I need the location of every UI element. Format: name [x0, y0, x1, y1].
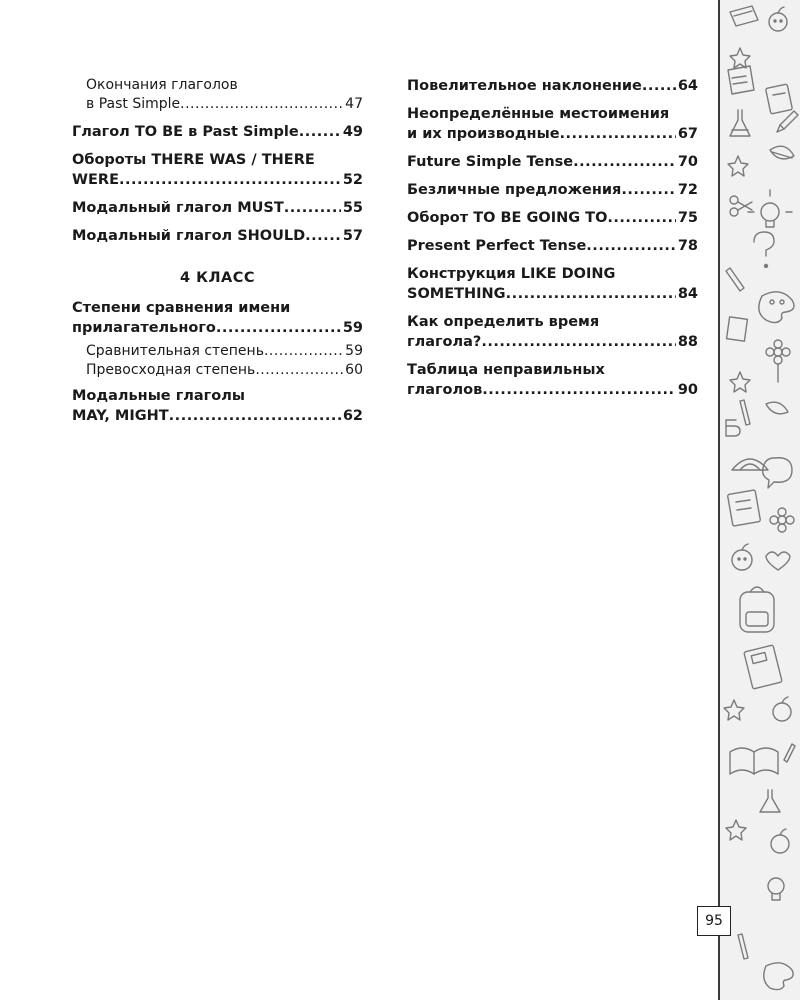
- toc-entry-title-cont: SOMETHING: [407, 286, 506, 302]
- toc-page-number: 75: [677, 210, 698, 226]
- toc-leader-dots: [482, 380, 676, 400]
- toc-entry[interactable]: [407, 208, 698, 228]
- toc-leader-dots: [305, 226, 341, 246]
- toc-entry[interactable]: [72, 298, 363, 338]
- toc-page-number: 90: [677, 382, 698, 398]
- toc-entry[interactable]: [407, 236, 698, 256]
- toc-entry-title: Сравнительная степень: [86, 343, 264, 359]
- toc-entry-title-cont: глаголов: [407, 382, 483, 398]
- palette-icon: [764, 963, 793, 990]
- toc-leader-dots: [560, 124, 676, 144]
- toc-leader-dots: [119, 170, 341, 190]
- toc-entry-title: Глагол TO BE в Past Simple: [72, 124, 299, 140]
- book-icon: [744, 645, 782, 689]
- apple-icon: [771, 829, 789, 853]
- toc-entry-title: Модальный глагол MUST: [72, 200, 284, 216]
- lightbulb-icon: [748, 190, 792, 227]
- toc-entry-title: Безличные предложения: [407, 182, 622, 198]
- page-number: 95: [697, 906, 731, 936]
- toc-entry[interactable]: [407, 312, 698, 352]
- toc-left-column: [72, 76, 363, 426]
- toc-entry[interactable]: [407, 152, 698, 172]
- toc-leader-dots: [621, 180, 675, 200]
- toc-page-number: 88: [677, 334, 698, 350]
- toc-entry-title: Окончания глаголов: [86, 77, 238, 93]
- toc-entry-title: Present Perfect Tense: [407, 238, 587, 254]
- book-icon: [728, 66, 754, 94]
- toc-entry[interactable]: [407, 76, 698, 96]
- backpack-icon: [740, 587, 774, 632]
- toc-leader-dots: [642, 76, 676, 96]
- toc-page-number: 59: [342, 320, 363, 336]
- toc-page-number: 60: [345, 362, 363, 378]
- toc-entry-title: Оборот TO BE GOING TO: [407, 210, 608, 226]
- toc-entry[interactable]: [407, 264, 698, 304]
- toc-page-number: 67: [677, 126, 698, 142]
- lightbulb-icon: [768, 878, 784, 900]
- toc-entry-title-cont: прилагательного: [72, 320, 216, 336]
- note-card-icon: [727, 317, 748, 341]
- toc-entry[interactable]: [407, 180, 698, 200]
- toc-leader-dots: [255, 361, 343, 380]
- pencil-icon: [738, 934, 748, 959]
- pencil-icon: [777, 111, 798, 132]
- toc-entry[interactable]: [72, 198, 363, 218]
- toc-page-number: 59: [345, 343, 363, 359]
- decorative-doodle-strip: [718, 0, 800, 1000]
- heart-icon: [766, 552, 790, 570]
- doodle-pattern: [720, 0, 800, 1000]
- pen-icon: [784, 744, 795, 762]
- flower-icon: [770, 508, 794, 532]
- toc-leader-dots: [481, 332, 675, 352]
- toc-entry-title-cont: глагола?: [407, 334, 482, 350]
- letter-b-icon: [726, 420, 740, 436]
- toc-leader-dots: [299, 122, 341, 142]
- section-heading-grade-4: 4 КЛАСС: [179, 270, 256, 286]
- apple-icon: [769, 7, 787, 31]
- notebook-icon: [727, 490, 760, 526]
- toc-page-number: 84: [677, 286, 698, 302]
- toc-entry-title-cont: в Past Simple: [86, 96, 181, 112]
- toc-leader-dots: [216, 318, 341, 338]
- flask-icon: [760, 790, 780, 812]
- toc-page-number: 47: [345, 96, 363, 112]
- star-icon: [724, 700, 744, 720]
- toc-page-number: 70: [677, 154, 698, 170]
- star-icon: [730, 372, 750, 392]
- toc-page-number: 64: [677, 78, 698, 94]
- toc-entry[interactable]: [72, 122, 363, 142]
- toc-subentry[interactable]: [72, 342, 363, 361]
- toc-entry-title-cont: WERE: [72, 172, 119, 188]
- toc-entry[interactable]: [72, 226, 363, 246]
- toc-entry[interactable]: [72, 386, 363, 426]
- toc-entry-title-cont: и их производные: [407, 126, 560, 142]
- toc-page-number: 55: [342, 200, 363, 216]
- toc-leader-dots: [506, 284, 676, 304]
- apple-icon: [732, 544, 752, 570]
- leaf-icon: [766, 402, 788, 414]
- toc-entry-title: Обороты THERE WAS / THERE: [72, 152, 315, 168]
- toc-entry-title: Future Simple Tense: [407, 154, 574, 170]
- toc-subentry[interactable]: [72, 361, 363, 380]
- toc-entry-title: Модальный глагол SHOULD: [72, 228, 306, 244]
- toc-entry[interactable]: [407, 360, 698, 400]
- apple-icon: [773, 697, 791, 721]
- toc-leader-dots: [264, 342, 343, 361]
- toc-page-number: 57: [342, 228, 363, 244]
- toc-entry-title: Повелительное наклонение: [407, 78, 642, 94]
- toc-entry-title-cont: MAY, MIGHT: [72, 408, 169, 424]
- toc-entry-title: Неопределённые местоимения: [407, 106, 670, 122]
- toc-page-number: 78: [677, 238, 698, 254]
- notebook-icon: [766, 84, 793, 114]
- toc-leader-dots: [180, 95, 343, 114]
- toc-entry-title: Модальные глаголы: [72, 388, 245, 404]
- toc-entry-title: Конструкция LIKE DOING: [407, 266, 616, 282]
- toc-entry-title: Таблица неправильных: [407, 362, 605, 378]
- toc-page-number: 72: [677, 182, 698, 198]
- leaf-icon: [770, 146, 794, 159]
- star-icon: [726, 820, 746, 840]
- palette-icon: [759, 292, 794, 323]
- math-bubble-icon: [763, 458, 792, 488]
- star-icon: [730, 48, 750, 68]
- toc-leader-dots: [573, 152, 676, 172]
- book-icon: [730, 6, 758, 26]
- toc-right-column: [407, 76, 698, 408]
- star-icon: [728, 156, 748, 176]
- flower-icon: [766, 340, 790, 382]
- toc-page-number: 62: [342, 408, 363, 424]
- scissors-icon: [730, 196, 752, 216]
- toc-leader-dots: [586, 236, 676, 256]
- question-mark-icon: [754, 232, 774, 268]
- toc-entry-title: Степени сравнения имени: [72, 300, 291, 316]
- toc-page-number: 49: [342, 124, 363, 140]
- toc-page-number: 52: [342, 172, 363, 188]
- pencil-icon: [740, 400, 750, 425]
- toc-entry[interactable]: [407, 104, 698, 144]
- toc-leader-dots: [284, 198, 341, 218]
- toc-leader-dots: [607, 208, 675, 228]
- toc-leader-dots: [169, 406, 341, 426]
- toc-entry-title: Превосходная степень: [86, 362, 256, 378]
- toc-entry[interactable]: [72, 150, 363, 190]
- flask-icon: [730, 110, 750, 136]
- open-book-icon: [730, 748, 778, 774]
- toc-entry[interactable]: [72, 76, 363, 114]
- toc-entry-title: Как определить время: [407, 314, 600, 330]
- pencil-icon: [726, 268, 744, 291]
